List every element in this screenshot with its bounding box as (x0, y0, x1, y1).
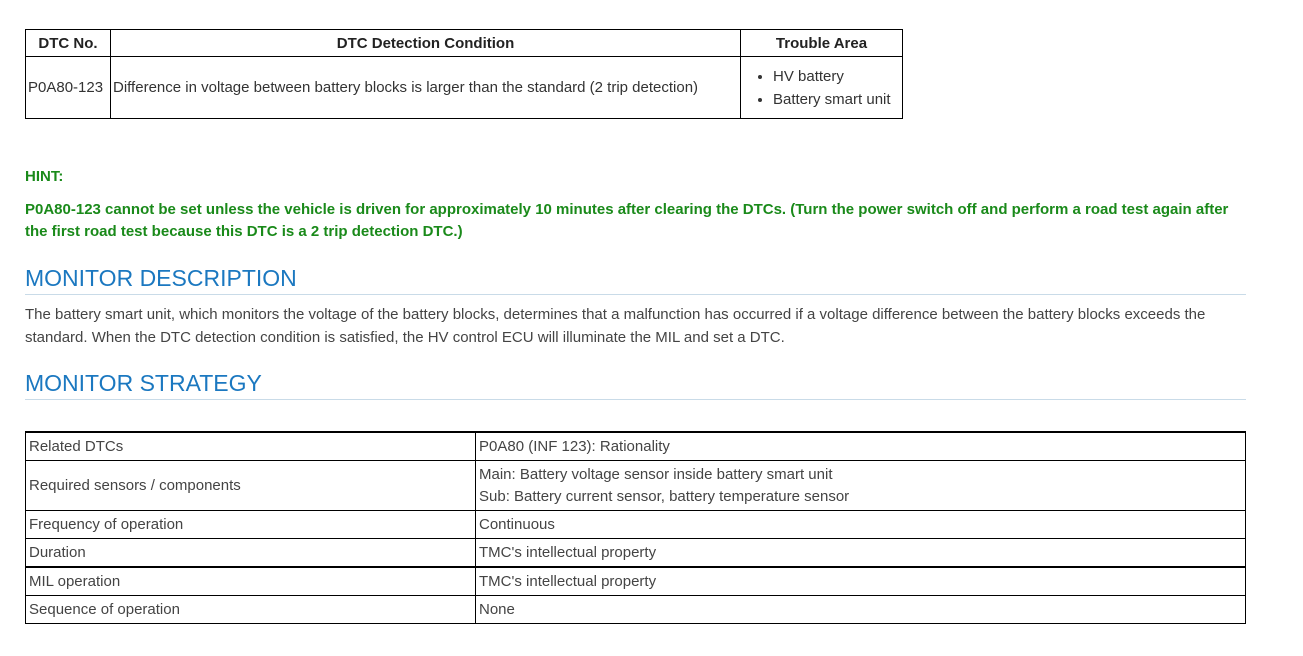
row-label: Related DTCs (26, 432, 476, 461)
detection-condition-cell: Difference in voltage between battery blocks is larger than the standard (2 trip detection) (111, 57, 741, 119)
table-row (26, 461, 1246, 511)
dtc-table (25, 29, 903, 119)
row-value: P0A80 (INF 123): Rationality (476, 432, 1246, 461)
list-item: • HV battery (773, 65, 900, 88)
row-value-sub: Sub: Battery current sensor, battery temperature sensor (479, 487, 850, 505)
row-label: Frequency of operation (26, 511, 476, 539)
row-value: None (476, 596, 1246, 624)
row-value: TMC's intellectual property (476, 567, 1246, 596)
row-label: Required sensors / components (26, 461, 476, 511)
hint-text: P0A80-123 cannot be set unless the vehicle is driven for approximately 10 minutes after clearing the DTCs. (Turn the power switch off and perform a road test again after the first road test because this DTC is a 2 trip detection DTC.) (25, 201, 1229, 240)
table-row (26, 432, 1246, 461)
row-value (476, 461, 1246, 511)
header-detection-condition: DTC Detection Condition (111, 30, 741, 57)
table-row (26, 567, 1246, 596)
dtc-table-header-row (26, 30, 903, 57)
monitor-strategy-table (25, 431, 1246, 624)
row-value-main: Main: Battery voltage sensor inside battery smart unit (479, 465, 833, 483)
hint-label: HINT: (25, 168, 64, 185)
monitor-description-heading: MONITOR DESCRIPTION (25, 264, 1246, 295)
row-label: MIL operation (26, 567, 476, 596)
row-label: Sequence of operation (26, 596, 476, 624)
table-row (26, 57, 903, 119)
dtc-code-cell: P0A80-123 (26, 57, 111, 119)
trouble-area-cell (741, 57, 903, 119)
monitor-description-text: The battery smart unit, which monitors the voltage of the battery blocks, determines that a malfunction has occurred if a voltage difference between the battery blocks exceeds the standard. When the DTC detection condition is satisfied, the HV control ECU will illuminate the MIL and set a DTC. (25, 306, 1206, 346)
monitor-strategy-heading: MONITOR STRATEGY (25, 369, 1246, 400)
table-row (26, 511, 1246, 539)
row-value: TMC's intellectual property (476, 539, 1246, 568)
table-row (26, 596, 1246, 624)
list-item: • Battery smart unit (773, 88, 900, 111)
header-dtc-no: DTC No. (26, 30, 111, 57)
header-trouble-area: Trouble Area (741, 30, 903, 57)
table-row (26, 539, 1246, 568)
row-value: Continuous (476, 511, 1246, 539)
trouble-area-list (743, 65, 900, 111)
row-label: Duration (26, 539, 476, 568)
